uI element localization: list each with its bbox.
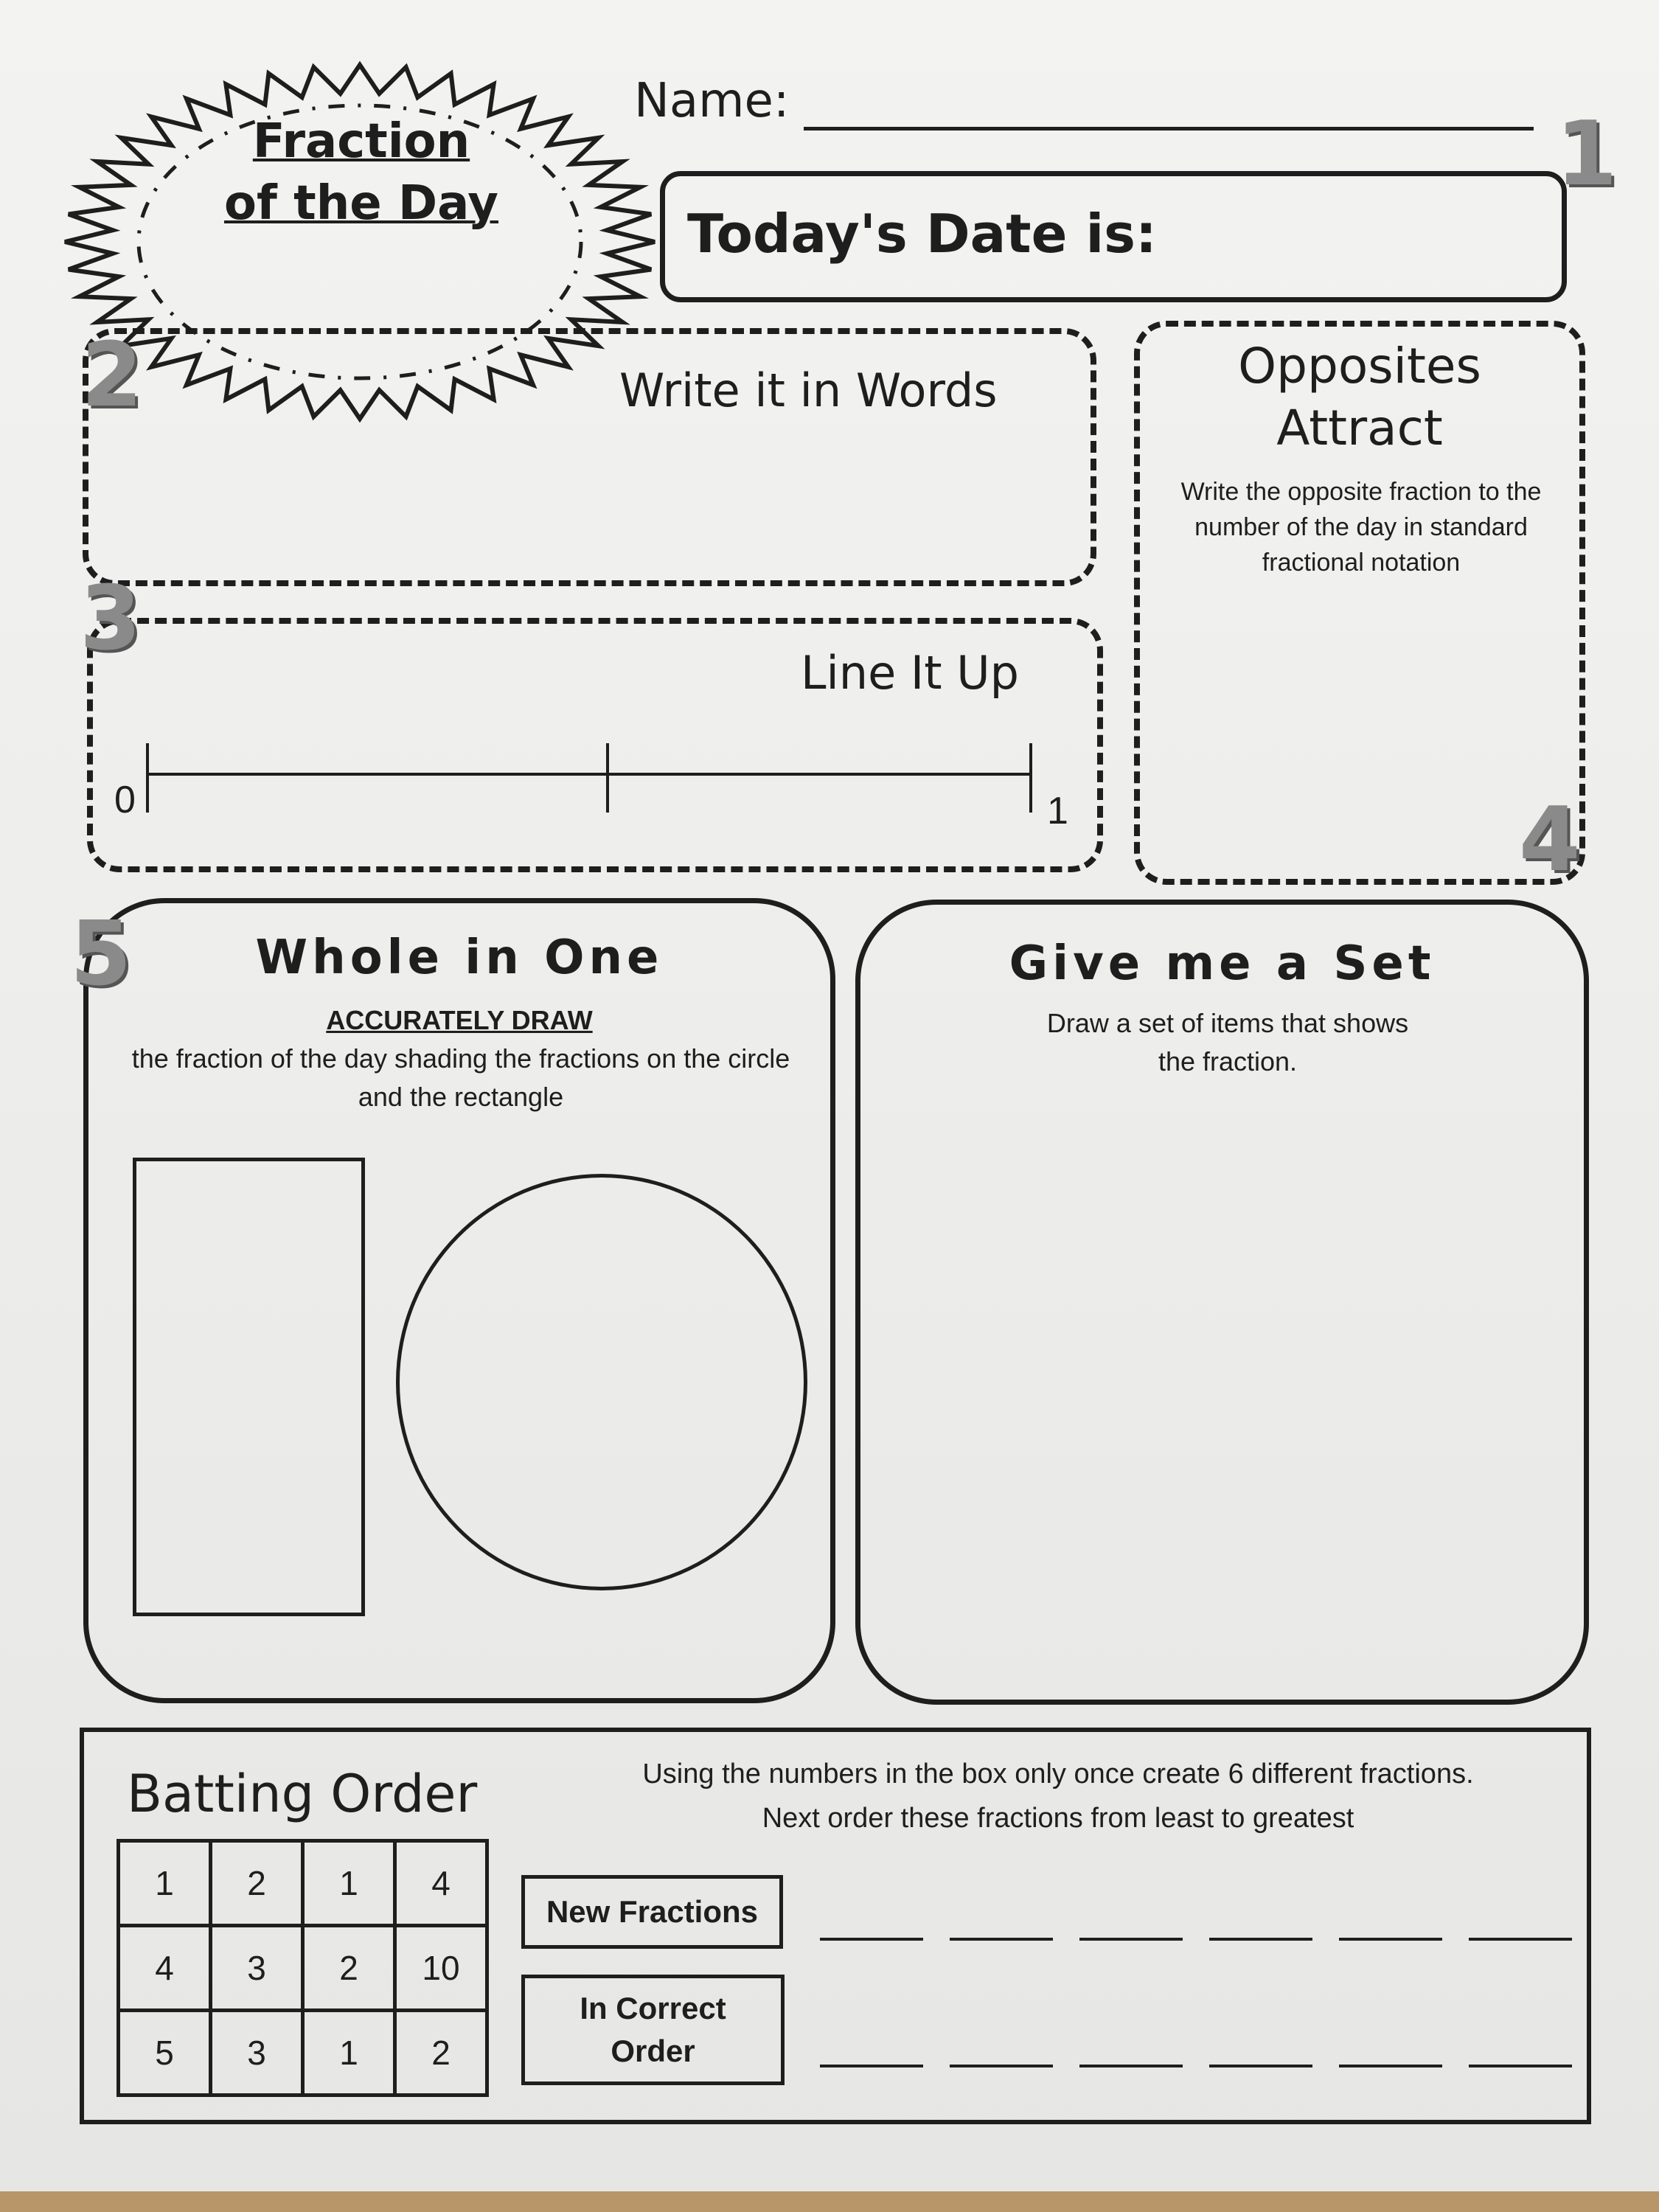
new-fraction-blank-2[interactable]	[950, 1938, 1053, 1941]
opposites-title-line-1: Opposites	[1238, 338, 1481, 394]
ordered-fraction-blank-3[interactable]	[1079, 2065, 1183, 2067]
new-fraction-blank-4[interactable]	[1209, 1938, 1312, 1941]
ordered-fraction-blank-2[interactable]	[950, 2065, 1053, 2067]
number-line	[140, 737, 1047, 818]
new-fraction-blank-5[interactable]	[1339, 1938, 1442, 1941]
badge-3-icon: 3	[80, 568, 142, 670]
new-fraction-blank-1[interactable]	[820, 1938, 923, 1941]
give-me-a-set-title: Give me a Set	[1009, 936, 1436, 991]
batting-order-instruction-line-2: Next order these fractions from least to greatest	[762, 1803, 1354, 1834]
ordered-fraction-blank-5[interactable]	[1339, 2065, 1442, 2067]
worksheet-title	[221, 111, 501, 234]
number-line-start-label: 0	[114, 779, 136, 821]
name-field[interactable]	[804, 127, 1534, 131]
write-in-words-box[interactable]	[83, 328, 1096, 586]
grid-row-3	[119, 2011, 487, 2096]
grid-cell: 10	[395, 1926, 487, 2011]
number-grid	[116, 1839, 489, 2097]
correct-order-line-1: In Correct	[580, 1991, 726, 2025]
table-surface	[0, 2191, 1659, 2212]
batting-order-instruction-line-1: Using the numbers in the box only once create 6 different fractions.	[642, 1759, 1474, 1790]
line-it-up-title: Line It Up	[801, 646, 1019, 700]
batting-order-title: Batting Order	[127, 1764, 478, 1824]
grid-row-2	[119, 1926, 487, 2011]
grid-cell: 3	[211, 2011, 303, 2096]
new-fractions-label: New Fractions	[521, 1875, 783, 1949]
grid-cell: 4	[395, 1841, 487, 1926]
grid-cell: 4	[119, 1926, 211, 2011]
shading-circle[interactable]	[396, 1174, 807, 1590]
title-line-2: of the Day	[224, 176, 498, 231]
new-fraction-blank-6[interactable]	[1469, 1938, 1572, 1941]
badge-4-icon: 4	[1519, 789, 1581, 891]
ordered-fraction-blank-4[interactable]	[1209, 2065, 1312, 2067]
grid-cell: 2	[303, 1926, 395, 2011]
opposites-instructions: Write the opposite fraction to the number of the day in standard fractional notation	[1180, 478, 1542, 577]
grid-row-1	[119, 1841, 487, 1926]
grid-cell: 1	[119, 1841, 211, 1926]
write-in-words-title: Write it in Words	[619, 364, 998, 417]
correct-order-label	[521, 1975, 785, 2085]
grid-cell: 5	[119, 2011, 211, 2096]
shading-rectangle[interactable]	[133, 1158, 365, 1616]
grid-cell: 2	[395, 2011, 487, 2096]
correct-order-line-2: Order	[611, 2034, 695, 2068]
opposites-attract-box[interactable]	[1134, 321, 1585, 885]
new-fraction-blank-3[interactable]	[1079, 1938, 1183, 1941]
whole-in-one-instructions: the fraction of the day shading the fractions on the circle and the rectangle	[131, 1043, 790, 1112]
date-label: Today's Date is:	[687, 203, 1157, 265]
number-line-end-label: 1	[1047, 790, 1068, 832]
badge-2-icon: 2	[81, 324, 143, 427]
grid-cell: 3	[211, 1926, 303, 2011]
ordered-fraction-blank-6[interactable]	[1469, 2065, 1572, 2067]
give-me-a-set-instructions: Draw a set of items that shows the fraction.	[1046, 1008, 1409, 1077]
batting-order-instructions	[568, 1752, 1548, 1840]
title-line-1: Fraction	[252, 114, 470, 169]
whole-in-one-title: Whole in One	[255, 931, 664, 985]
grid-cell: 1	[303, 2011, 395, 2096]
badge-1-icon: 1	[1556, 103, 1618, 206]
grid-cell: 2	[211, 1841, 303, 1926]
grid-cell: 1	[303, 1841, 395, 1926]
date-box[interactable]	[660, 171, 1567, 302]
opposites-title	[1140, 335, 1579, 459]
badge-5-icon: 5	[70, 903, 132, 1006]
opposites-title-line-2: Attract	[1276, 400, 1443, 456]
whole-in-one-emphasis: ACCURATELY DRAW	[326, 1005, 593, 1035]
ordered-fraction-blank-1[interactable]	[820, 2065, 923, 2067]
name-label: Name:	[634, 74, 790, 128]
